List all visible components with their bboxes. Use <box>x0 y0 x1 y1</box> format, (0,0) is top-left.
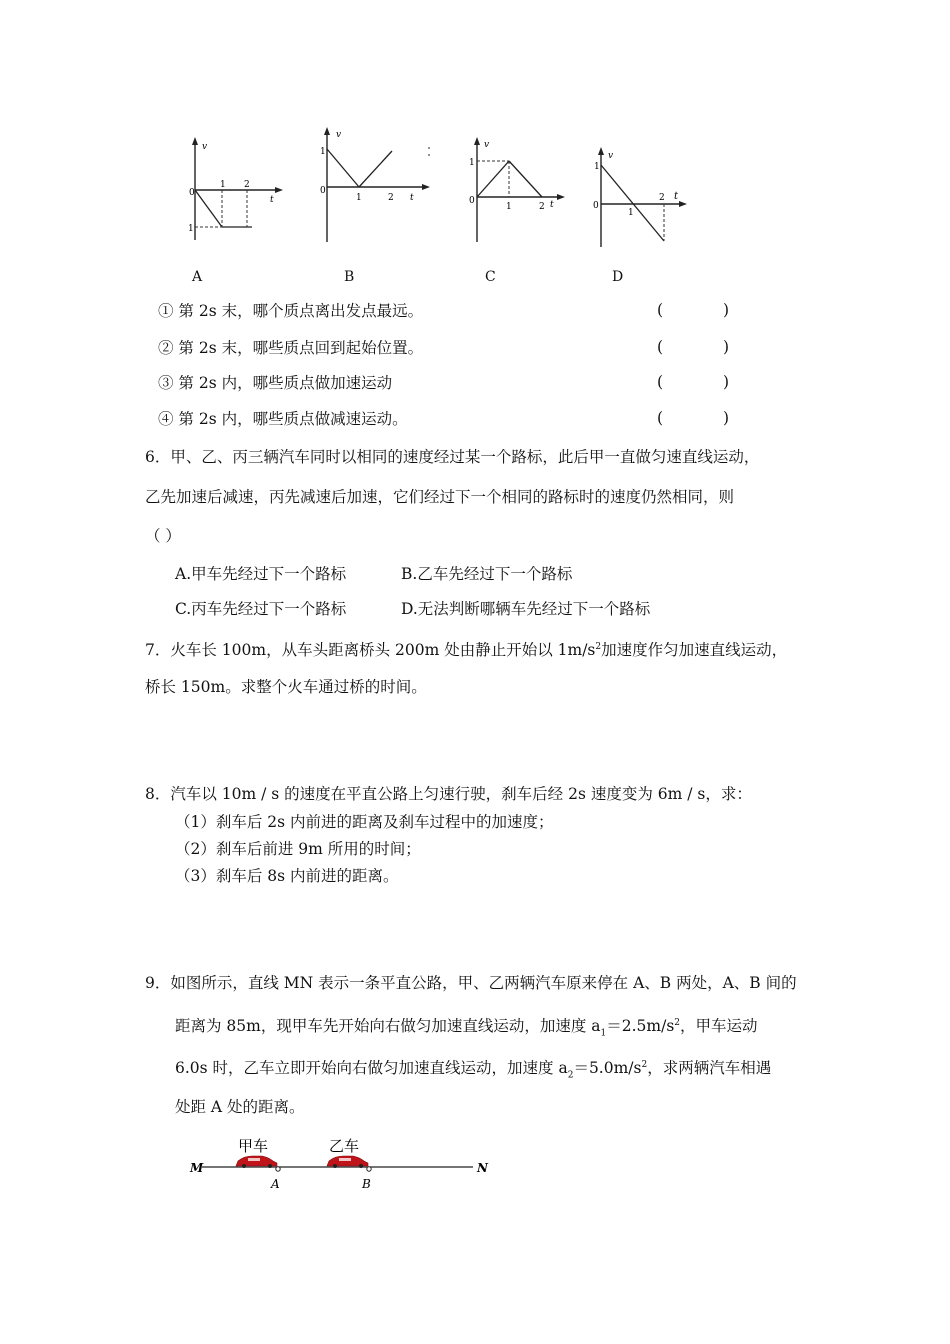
q9-line-3-mid: ＝5.0m/s <box>573 1059 642 1078</box>
q5-item-1-paren-right: ) <box>723 301 730 319</box>
car-jia-icon <box>236 1156 277 1168</box>
q9-line-2-sub: 1 <box>600 1028 607 1039</box>
graph-c-tick-t2: 2 <box>539 202 545 212</box>
graph-a-axis-t: t <box>270 195 274 205</box>
graph-b-tick-t2: 2 <box>388 193 394 203</box>
graph-c-axis-t: t <box>550 200 554 210</box>
graph-b-tick-t1: 1 <box>356 193 362 203</box>
q5-item-2-paren-right: ) <box>723 338 730 356</box>
q7-line-1 <box>145 637 787 660</box>
graph-d-origin: 0 <box>593 201 599 211</box>
q6-option-a[interactable]: A.甲车先经过下一个路标 <box>175 565 347 583</box>
q9-line-4: 处距 A 处的距离。 <box>175 1098 305 1116</box>
q9-line-3-sub: 2 <box>567 1070 574 1081</box>
graph-a-axis-v: v <box>202 142 208 152</box>
graph-d-label: D <box>612 269 624 285</box>
q6-option-d[interactable]: D.无法判断哪辆车先经过下一个路标 <box>401 600 651 618</box>
graph-c-axis-v: v <box>484 140 490 150</box>
graph-a-tick-t1: 1 <box>220 180 226 190</box>
q7-line-1-sup: 2 <box>595 642 602 652</box>
car-yi-icon <box>327 1156 368 1168</box>
stray-mark <box>425 145 435 159</box>
graph-b-tick-v1: 1 <box>320 147 326 157</box>
q9-line-3-pre: 6.0s 时，乙车立即开始向右做匀加速直线运动，加速度 a <box>175 1059 568 1078</box>
q9-line-3-post: ，求两辆汽车相遇 <box>647 1059 772 1078</box>
graph-a-origin: 0 <box>189 188 195 198</box>
q7-line-1-post: 加速度作匀加速直线运动， <box>601 641 788 660</box>
point-a-marker <box>276 1167 280 1171</box>
q9-line-2-pre: 距离为 85m，现甲车先开始向右做匀加速直线运动，加速度 a <box>175 1017 601 1036</box>
graph-d-axis-v: v <box>608 151 614 161</box>
road-figure <box>188 1135 498 1195</box>
graph-b <box>312 125 437 245</box>
graph-b-axis-v: v <box>336 130 342 140</box>
graph-b-origin: 0 <box>320 186 326 196</box>
q9-line-3-sup: 2 <box>641 1060 648 1070</box>
q9-line-2-mid: ＝2.5m/s <box>606 1017 675 1036</box>
road-label-m: M <box>190 1161 204 1175</box>
q5-item-4-paren-right: ) <box>723 409 730 427</box>
q7-line-2: 桥长 150m。求整个火车通过桥的时间。 <box>145 678 427 696</box>
q5-item-4-paren-left[interactable]: ( <box>657 409 664 427</box>
q9-line-2-sup: 2 <box>674 1018 681 1028</box>
q5-item-3: ③ 第 2s 内，哪些质点做加速运动 <box>158 374 393 392</box>
q6-line-2: 乙先加速后减速，丙先减速后加速，它们经过下一个相同的路标时的速度仍然相同，则 <box>145 488 735 506</box>
q6-option-b[interactable]: B.乙车先经过下一个路标 <box>401 565 573 583</box>
graph-c-tick-t1: 1 <box>506 202 512 212</box>
q9-line-1: 9．如图所示，直线 MN 表示一条平直公路，甲、乙两辆汽车原来停在 A、B 两处，A、B 间的 <box>145 974 797 992</box>
q6-option-c[interactable]: C.丙车先经过下一个路标 <box>175 600 347 618</box>
q9-line-3 <box>175 1055 771 1085</box>
graph-d-tick-t2: 2 <box>659 193 665 203</box>
graph-c <box>462 135 572 245</box>
graph-c-tick-v1: 1 <box>469 158 475 168</box>
q8-line-1: 8．汽车以 10m / s 的速度在平直公路上匀速行驶，刹车后经 2s 速度变为 6m / s，求： <box>145 785 752 803</box>
graph-d-tick-t1: 1 <box>628 208 634 218</box>
q9-line-2-post: ，甲车运动 <box>680 1017 758 1036</box>
graph-a-label: A <box>192 269 203 285</box>
graph-c-origin: 0 <box>469 196 475 206</box>
q5-item-1: ① 第 2s 末，哪个质点离出发点最远。 <box>158 302 424 320</box>
q5-item-1-paren-left[interactable]: ( <box>657 301 664 319</box>
point-a-label: A <box>271 1177 280 1191</box>
q5-item-2: ② 第 2s 末，哪些质点回到起始位置。 <box>158 339 424 357</box>
graph-b-label: B <box>344 269 355 285</box>
q7-line-1-pre: 7．火车长 100m，从车头距离桥头 200m 处由静止开始以 1m/s <box>145 641 596 660</box>
graph-a <box>180 135 290 245</box>
road-label-n: N <box>477 1161 488 1175</box>
q6-line-1: 6．甲、乙、丙三辆汽车同时以相同的速度经过某一个路标，此后甲一直做匀速直线运动， <box>145 448 760 466</box>
q5-item-3-paren-right: ) <box>723 373 730 391</box>
graph-d-axis-t: t <box>674 191 679 202</box>
graph-a-tick-t2: 2 <box>244 180 250 190</box>
graph-d-tick-v1: 1 <box>594 162 600 172</box>
q8-sub-3: （3）刹车后 8s 内前进的距离。 <box>175 867 399 885</box>
graph-d <box>588 145 698 250</box>
q5-item-4: ④ 第 2s 内，哪些质点做减速运动。 <box>158 410 408 428</box>
q8-sub-2: （2）刹车后前进 9m 所用的时间； <box>175 840 421 858</box>
point-b-marker <box>367 1167 371 1171</box>
graph-b-axis-t: t <box>410 193 414 203</box>
q6-answer-paren[interactable]: （ ） <box>145 527 181 545</box>
car-yi-label: 乙车 <box>329 1137 360 1155</box>
graph-a-tick-neg-v: 1 <box>188 224 194 234</box>
q8-sub-1: （1）刹车后 2s 内前进的距离及刹车过程中的加速度； <box>175 813 554 831</box>
car-jia-label: 甲车 <box>238 1137 269 1155</box>
q9-line-2 <box>175 1013 758 1043</box>
graph-c-label: C <box>485 269 496 285</box>
point-b-label: B <box>362 1177 371 1191</box>
q5-item-3-paren-left[interactable]: ( <box>657 373 664 391</box>
q5-item-2-paren-left[interactable]: ( <box>657 338 664 356</box>
